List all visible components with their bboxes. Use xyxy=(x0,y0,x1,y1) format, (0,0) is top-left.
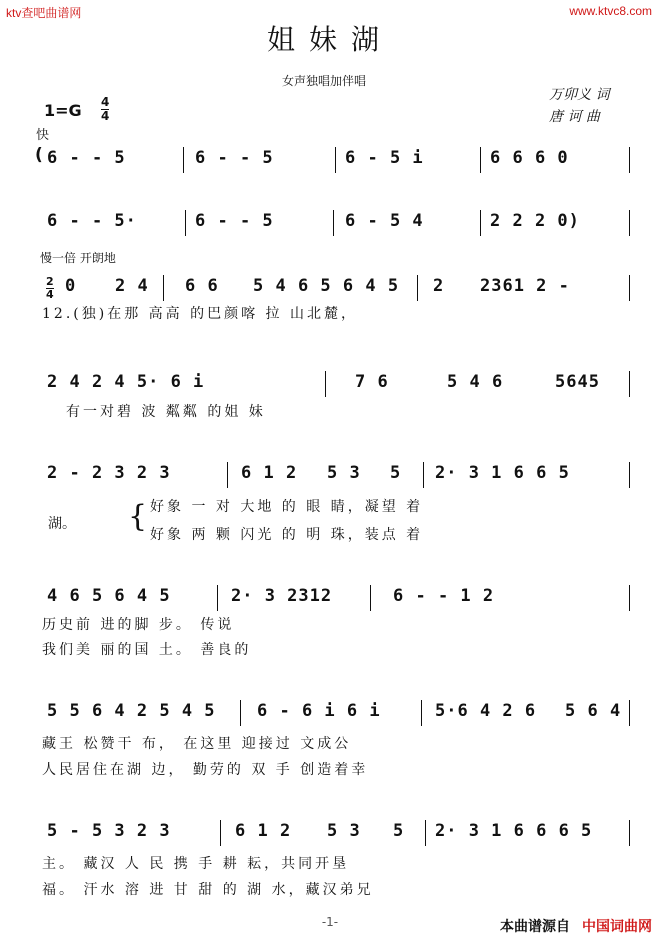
page-number: -1- xyxy=(321,915,339,929)
measure: 5 6 4 xyxy=(565,701,622,721)
lyricist-credit: 万卯义 词 xyxy=(549,87,610,103)
measure: 5·6 4 2 6 xyxy=(435,701,537,721)
measure: 5 3 xyxy=(327,821,361,841)
lyric-line: 藏王 松赞干 布， 在这里 迎接过 文成公 xyxy=(42,736,352,752)
bar-line xyxy=(220,820,221,846)
measure: 2· 3 2312 xyxy=(231,586,333,606)
measure: 5 xyxy=(390,463,402,483)
measure: 4 6 5 6 4 5 xyxy=(47,586,171,606)
staff-line-4 xyxy=(35,369,632,395)
bar-line xyxy=(417,275,418,301)
measure: 5645 xyxy=(555,372,600,392)
lyric-line: 有一对碧 波 粼粼 的姐 妹 xyxy=(66,404,266,420)
staff-line-7 xyxy=(35,698,632,724)
bar-line xyxy=(370,585,371,611)
bar-line xyxy=(629,820,630,846)
measure: 6 - - 1 2 xyxy=(393,586,495,606)
measure: 6 6 xyxy=(185,276,219,296)
footer-prefix: 本曲谱源自 xyxy=(500,919,570,935)
measure: 6 6 6 0 xyxy=(490,148,569,168)
bar-line xyxy=(629,585,630,611)
measure: 6 - 5 i xyxy=(345,148,424,168)
measure: 2361 2 - xyxy=(480,276,570,296)
source-footer xyxy=(500,916,652,936)
measure: 6 - - 5 xyxy=(195,148,274,168)
lyric-line: 好象 两 颗 闪光 的 明 珠，装点 着 xyxy=(150,527,424,543)
bar-line xyxy=(163,275,164,301)
bar-line xyxy=(333,210,334,236)
measure: 5 3 xyxy=(327,463,361,483)
bar-line xyxy=(629,462,630,488)
bar-line xyxy=(421,700,422,726)
measure: 5 5 6 4 2 5 4 5 xyxy=(47,701,216,721)
measure: 5 - 5 3 2 3 xyxy=(47,821,171,841)
lyric-line: 福。 汗水 溶 进 甘 甜 的 湖 水，藏汉弟兄 xyxy=(42,882,374,898)
measure: 2 - 2 3 2 3 xyxy=(47,463,171,483)
bar-line xyxy=(185,210,186,236)
bar-line xyxy=(227,462,228,488)
staff-line-2 xyxy=(35,208,632,234)
bar-line xyxy=(629,210,630,236)
staff-line-5 xyxy=(35,460,632,486)
bar-line xyxy=(629,700,630,726)
lyric-line: 我们美 丽的国 土。 善良的 xyxy=(42,642,252,658)
measure: 6 - - 5 xyxy=(195,211,274,231)
bar-line xyxy=(335,147,336,173)
bar-line xyxy=(183,147,184,173)
bar-line xyxy=(217,585,218,611)
measure: 7 6 xyxy=(355,372,389,392)
time-signature: 4 4 xyxy=(101,95,110,123)
repeat-paren: ( xyxy=(35,145,43,165)
expression-marking: 慢一倍 开朗地 xyxy=(40,251,116,265)
bar-line xyxy=(629,147,630,173)
measure: 6 1 2 xyxy=(241,463,298,483)
tempo-marking: 快 xyxy=(36,128,50,143)
watermark-right: www.ktvc8.com xyxy=(569,4,652,18)
staff-line-3 xyxy=(35,273,632,299)
measure: 5 4 6 xyxy=(447,372,504,392)
staff-line-8 xyxy=(35,818,632,844)
staff-line-6 xyxy=(35,583,632,609)
lyric-line: 12.(独)在那 高高 的巴颜喀 拉 山北麓， xyxy=(42,306,358,322)
measure: 2 2 2 0) xyxy=(490,211,580,231)
lyric-line: 好象 一 对 大地 的 眼 睛，凝望 着 xyxy=(150,499,424,515)
measure: 2· 3 1 6 6 6 5 xyxy=(435,821,593,841)
measure: 2 xyxy=(433,276,445,296)
measure: 6 - 6 i 6 i xyxy=(257,701,381,721)
watermark-left: ktv查吧曲谱网 xyxy=(6,6,82,20)
song-title: 姐妹湖 xyxy=(266,23,393,56)
composer-credit: 唐 诃 曲 xyxy=(549,109,600,125)
staff-line-1 xyxy=(35,145,632,171)
key-signature: 1=G xyxy=(44,101,82,120)
second-time-signature: 2 4 xyxy=(46,275,54,301)
measure: 6 1 2 xyxy=(235,821,292,841)
measure: 6 - - 5· xyxy=(47,211,137,231)
lyric-hu: 湖。 xyxy=(48,516,76,532)
bar-line xyxy=(480,147,481,173)
measure: 2· 3 1 6 6 5 xyxy=(435,463,570,483)
bar-line xyxy=(423,462,424,488)
lyric-line: 主。 藏汉 人 民 携 手 耕 耘，共同开垦 xyxy=(42,856,350,872)
bar-line xyxy=(629,275,630,301)
measure: 2 4 2 4 5· 6 i xyxy=(47,372,205,392)
measure: 6 - - 5 xyxy=(47,148,126,168)
bar-line xyxy=(480,210,481,236)
bar-line xyxy=(240,700,241,726)
measure: 0 xyxy=(65,276,77,296)
measure: 5 4 6 5 6 4 5 xyxy=(253,276,400,296)
song-subtitle: 女声独唱加伴唱 xyxy=(282,74,367,88)
bar-line xyxy=(629,371,630,397)
measure: 2 4 xyxy=(115,276,149,296)
measure: 6 - 5 4 xyxy=(345,211,424,231)
lyric-line: 历史前 进的脚 步。 传说 xyxy=(42,617,235,633)
bar-line xyxy=(425,820,426,846)
verse-brace: { xyxy=(128,499,148,534)
footer-site-link[interactable]: 中国词曲网 xyxy=(582,919,652,935)
bar-line xyxy=(325,371,326,397)
lyric-line: 人民居住在湖 边， 勤劳的 双 手 创造着幸 xyxy=(42,762,369,778)
measure: 5 xyxy=(393,821,405,841)
